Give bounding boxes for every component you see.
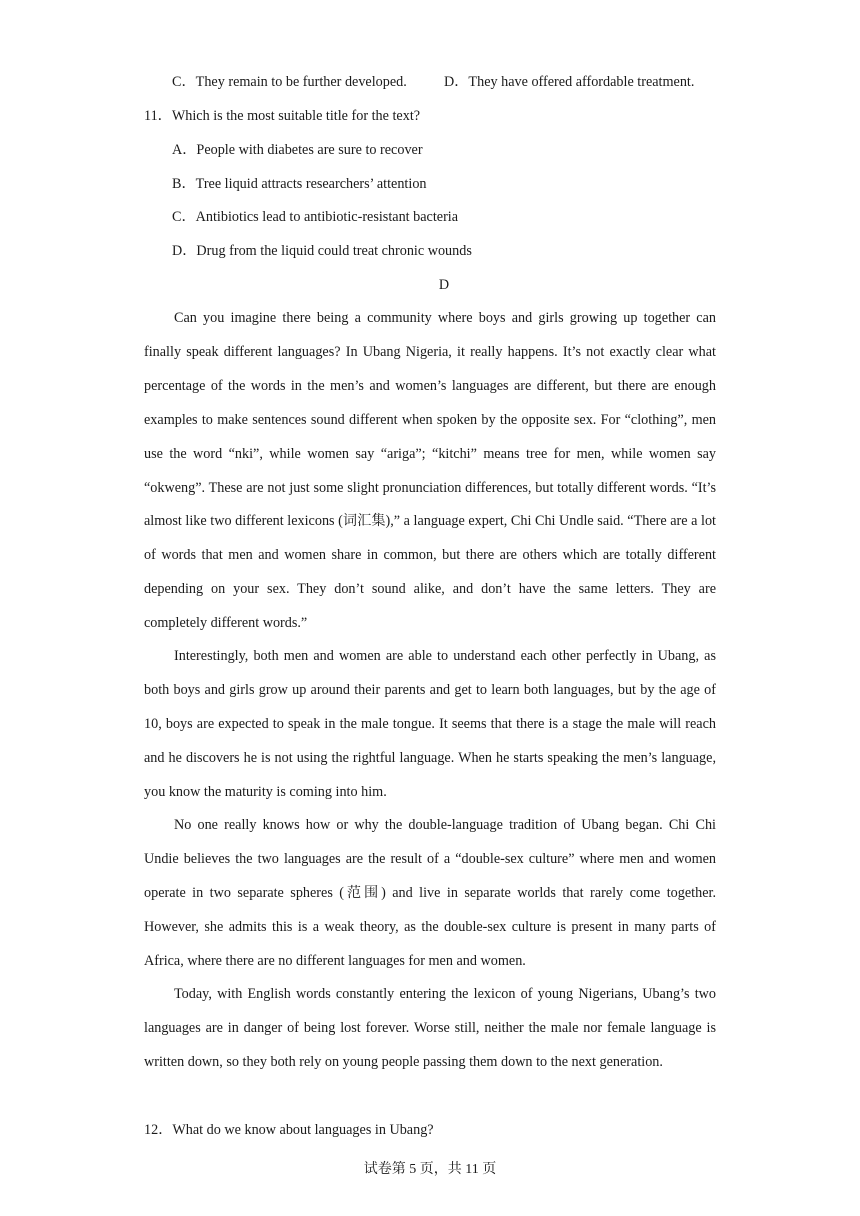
page-footer: 试卷第 5 页，共 11 页 — [363, 1162, 497, 1177]
q11-option-a[interactable]: A．People with diabetes are sure to recover — [172, 142, 423, 158]
q12-question: 12．What do we know about languages in Ubang? — [144, 1122, 434, 1138]
passage-paragraph-2: Interestingly, both men and women are able to understand each other perfectly in Ubang, as both boys and girls grow up around their parents and get to learn both languages, but by the age of 10, boys are expected to speak in the male tongue. It seems that there is a stage the male will reach and he discovers he is not using the rightful language. When he starts speaking the men’s language, you know the maturity is coming into him. — [144, 648, 716, 800]
q11-question: 11．Which is the most suitable title for the text? — [144, 108, 421, 124]
q10-option-c[interactable]: C．They remain to be further developed. — [172, 74, 407, 90]
q10-option-d[interactable]: D．They have offered affordable treatment. — [444, 74, 695, 90]
section-heading: D — [438, 277, 450, 293]
passage-paragraph-4: Today, with English words constantly entering the lexicon of young Nigerians, Ubang’s two languages are in danger of being lost forever. Worse still, neither the male nor female language is written down, so they both rely on young people passing them down to the next generation. — [144, 986, 716, 1070]
passage-paragraph-3: No one really knows how or why the double-language tradition of Ubang began. Chi Chi Undie believes the two languages are the result of a “double-sex culture” where men and women operate in two separate spheres (范围) and live in separate worlds that rarely come together. However, she admits this is a weak theory, as the double-sex culture is present in many parts of Africa, where there are no different languages for men and women. — [144, 817, 716, 969]
q11-option-d[interactable]: D．Drug from the liquid could treat chronic wounds — [172, 243, 472, 259]
passage-paragraph-1: Can you imagine there being a community where boys and girls growing up together can finally speak different languages? In Ubang Nigeria, it really happens. It’s not exactly clear what percentage of the words in the men’s and women’s languages are different, but there are enough examples to make sentences sound different when spoken by the opposite sex. For “clothing”, men use the word “nki”, while women say “ariga”; “kitchi” means tree for men, while women say “okweng”. These are not just some slight pronunciation differences, but totally different words. “It’s almost like two different lexicons (词汇集),” a language expert, Chi Chi Undle said. “There are a lot of words that men and women share in common, but there are others which are totally different depending on your sex. They don’t sound alike, and don’t have the same letters. They are completely different words.” — [144, 310, 716, 632]
q11-option-c[interactable]: C．Antibiotics lead to antibiotic-resistant bacteria — [172, 209, 459, 225]
q10-options-row — [172, 72, 732, 92]
q11-option-b[interactable]: B．Tree liquid attracts researchers’ attention — [172, 176, 427, 192]
